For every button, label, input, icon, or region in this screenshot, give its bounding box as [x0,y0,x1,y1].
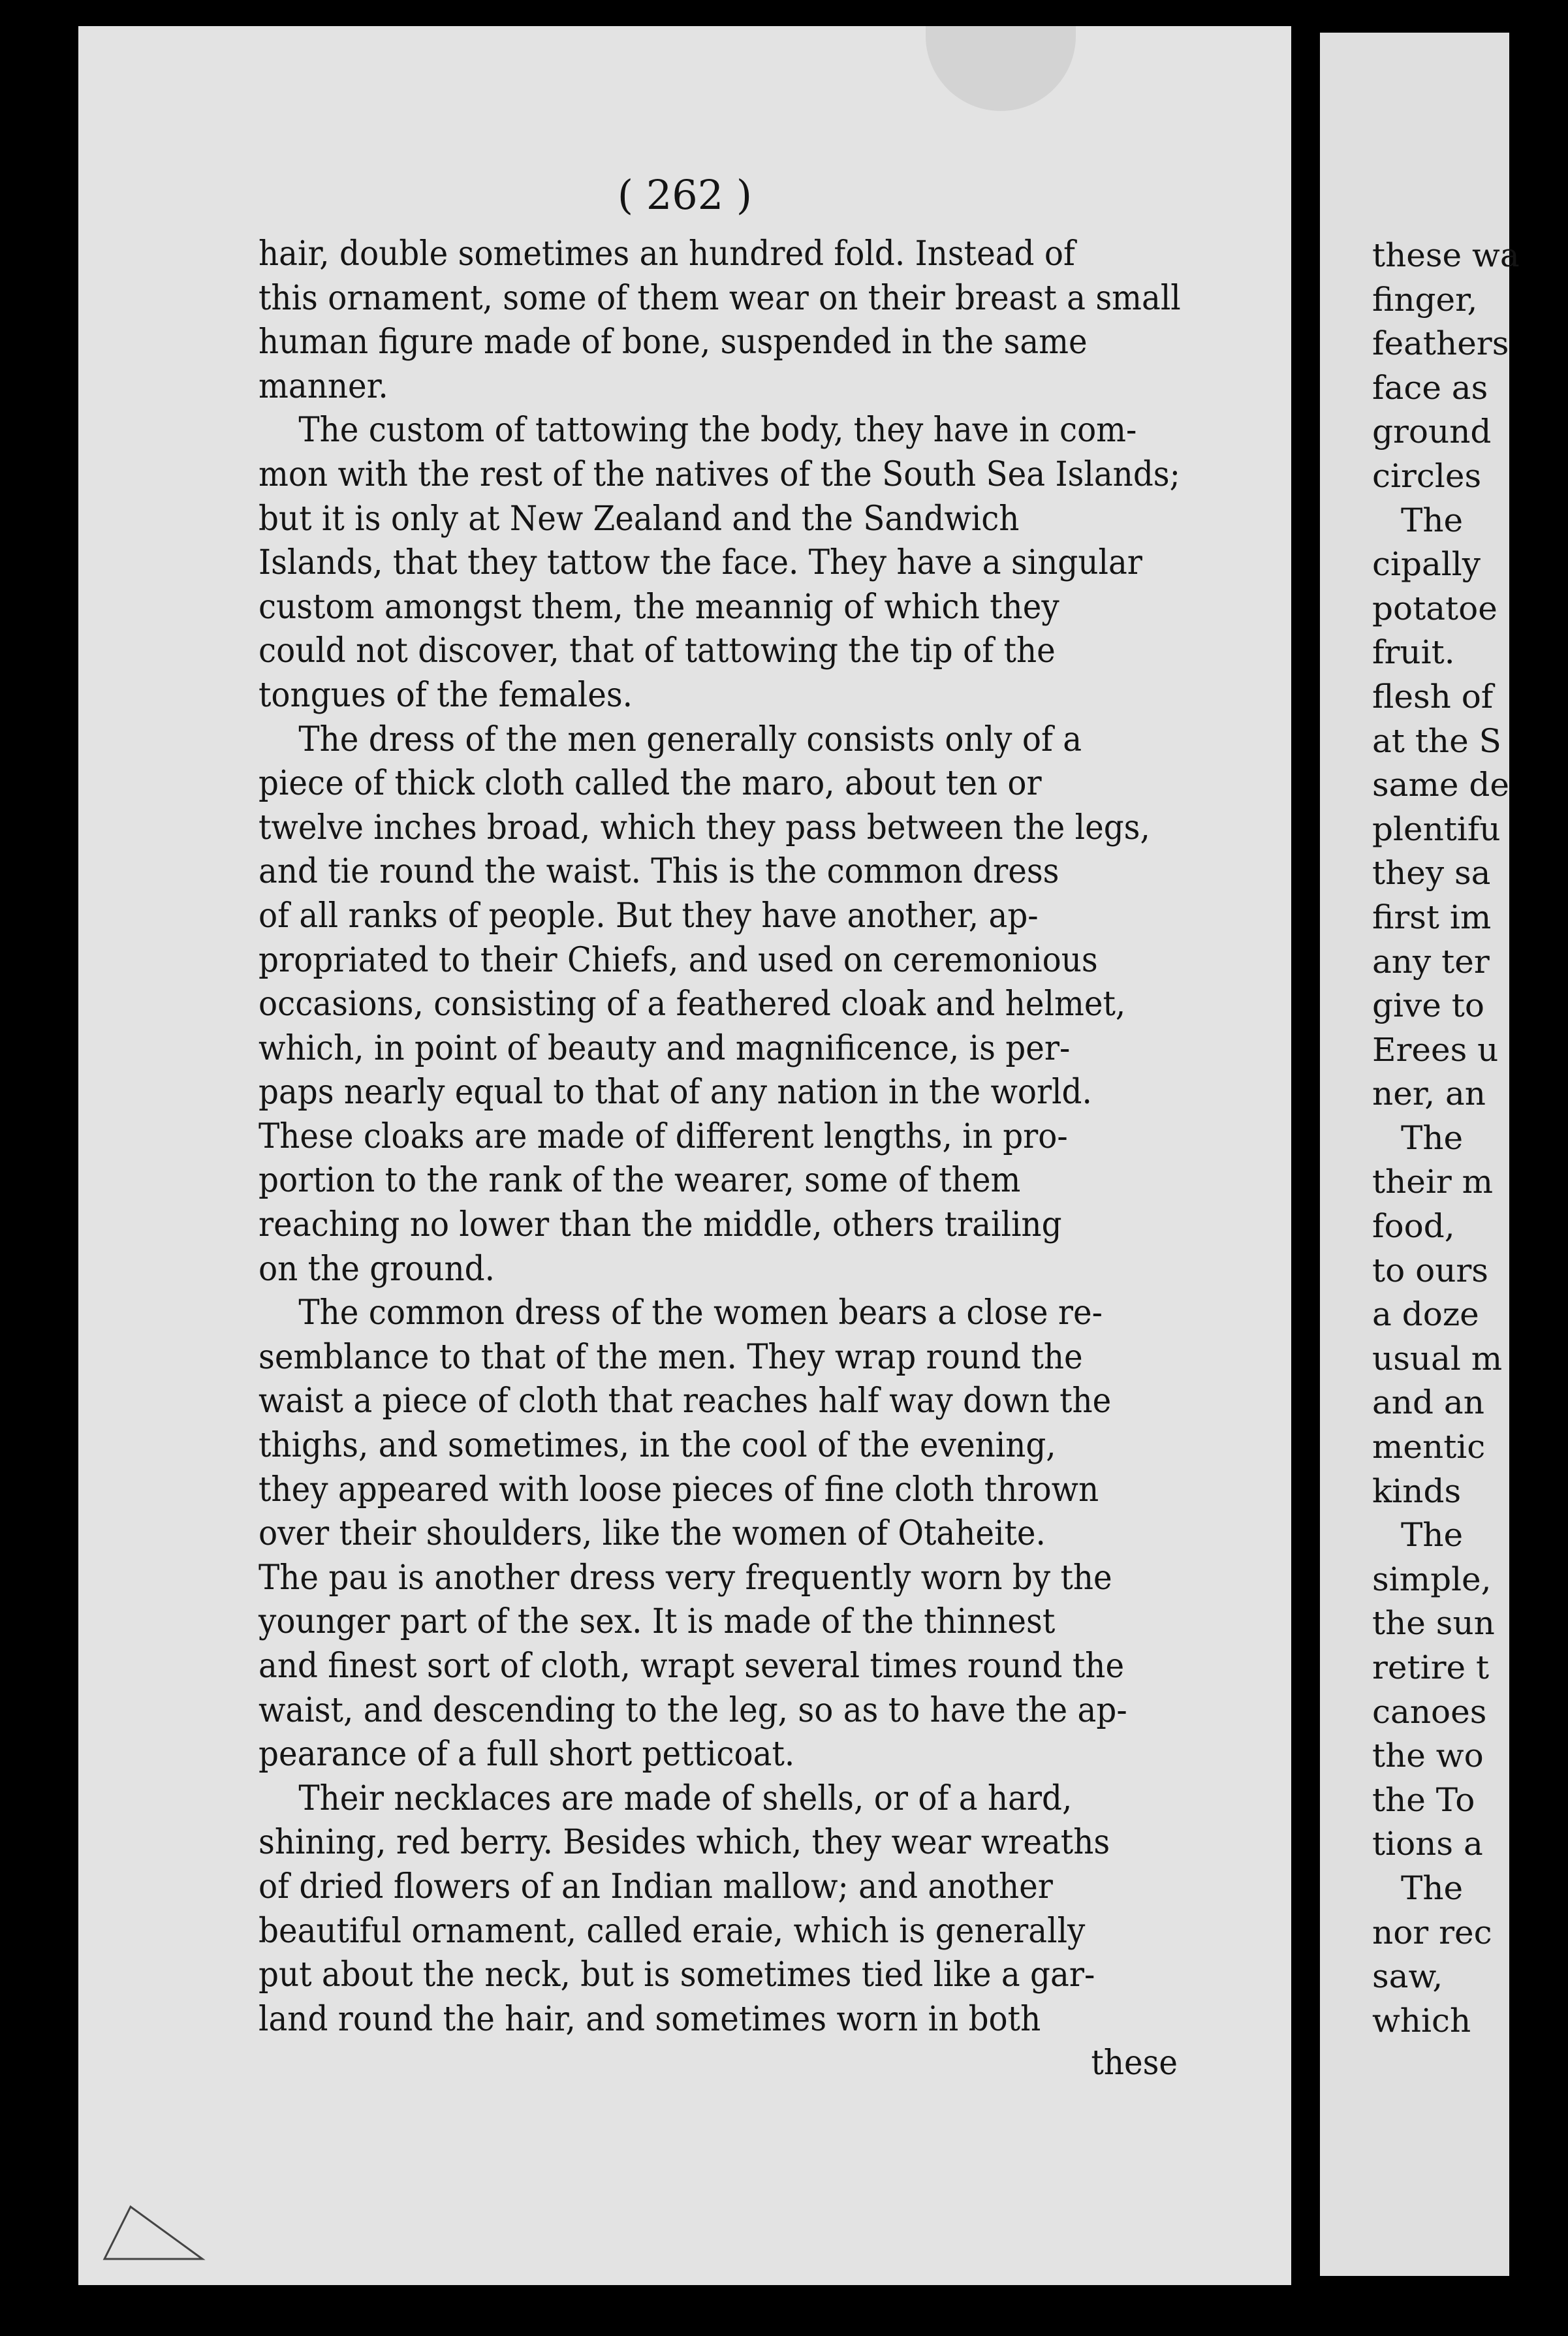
text-line: paps nearly equal to that of any nation in the world. [259,1073,1092,1113]
facing-text-line: their m [1372,1163,1494,1201]
text-line: this ornament, some of them wear on their breast a small [259,278,1181,318]
facing-text-line: usual m [1372,1339,1503,1378]
text-line: piece of thick cloth called the maro, about ten or [259,764,1042,804]
facing-text-line: The [1401,1869,1464,1907]
text-line: propriated to their Chiefs, and used on ceremonious [259,940,1098,980]
text-line: waist, and descending to the leg, so as to have the ap- [259,1690,1127,1730]
text-line: waist a piece of cloth that reaches half way down the [259,1381,1112,1421]
facing-text-line: flesh of [1372,677,1494,716]
facing-text-line: nor rec [1372,1913,1492,1951]
text-line: These cloaks are made of different lengths, in pro- [259,1116,1068,1156]
text-line: but it is only at New Zealand and the Sandwich [259,499,1020,539]
text-line: younger part of the sex. It is made of the thinnest [259,1602,1056,1642]
facing-text-line: potatoe [1372,589,1497,627]
facing-text-line: circles [1372,456,1482,495]
text-line: shining, red berry. Besides which, they wear wreaths [259,1823,1110,1863]
facing-text-line: the sun [1372,1604,1495,1643]
text-line: which, in point of beauty and magnificence, is per- [259,1028,1071,1068]
facing-text-line: the wo [1372,1737,1484,1775]
text-line: of all ranks of people. But they have another, ap- [259,896,1039,936]
facing-text-line: same de [1372,766,1509,804]
facing-text-line: kinds [1372,1472,1462,1510]
facing-text-line: finger, [1372,280,1478,319]
text-line: beautiful ornament, called eraie, which is generally [259,1911,1086,1951]
facing-text-line: plentifu [1372,810,1501,848]
facing-text-line: feathers [1372,324,1509,363]
facing-text-line: ground [1372,413,1492,451]
facing-text-line: the To [1372,1780,1475,1819]
page-smudge [926,26,1076,111]
facing-text-line: these wa [1372,236,1520,274]
facing-text-line: a doze [1372,1295,1479,1334]
facing-text-line: The [1401,501,1464,539]
facing-text-line: at the S [1372,721,1501,760]
text-line: The pau is another dress very frequently worn by the [259,1558,1112,1598]
facing-text-line: saw, [1372,1957,1443,1996]
facing-text-line: first im [1372,898,1492,936]
facing-page-text [1372,234,1568,2043]
text-line: tongues of the females. [259,675,633,715]
text-line: they appeared with loose pieces of fine cloth thrown [259,1470,1099,1509]
facing-text-line: face as [1372,368,1488,407]
facing-text-line: any ter [1372,942,1490,981]
text-line: portion to the rank of the wearer, some of them [259,1161,1021,1201]
book-page-262 [78,26,1291,2285]
body-text [259,232,1319,2086]
text-line: and finest sort of cloth, wrapt several times round the [259,1647,1125,1686]
text-line: human figure made of bone, suspended in the same [259,323,1088,362]
facing-text-line: tions a [1372,1825,1483,1863]
text-line: The custom of tattowing the body, they have in com- [298,411,1137,450]
text-line: pearance of a full short petticoat. [259,1735,795,1775]
facing-text-line: Erees u [1372,1030,1499,1069]
facing-text-line: retire t [1372,1649,1490,1686]
text-line: semblance to that of the men. They wrap round the [259,1337,1083,1377]
text-line: custom amongst them, the meannig of which they [259,587,1059,627]
text-line: Their necklaces are made of shells, or of a hard, [298,1778,1073,1818]
text-line: thighs, and sometimes, in the cool of the evening, [259,1426,1056,1466]
facing-text-line: ner, an [1372,1075,1486,1113]
text-line: put about the neck, but is sometimes tied like a gar- [259,1955,1095,1995]
facing-text-line: fruit. [1372,633,1455,672]
text-line: of dried flowers of an Indian mallow; and another [259,1867,1053,1906]
text-line: hair, double sometimes an hundred fold. Instead of [259,234,1075,274]
facing-page [1320,33,1520,2276]
facing-text-line: mentic [1372,1428,1486,1466]
page-number: ( 262 ) [617,171,753,219]
text-line: Islands, that they tattow the face. They have a singular [259,543,1142,583]
text-line: mon with the rest of the natives of the South Sea Islands; [259,454,1180,494]
text-line: twelve inches broad, which they pass between the legs, [259,808,1150,847]
facing-text-line: The [1401,1516,1464,1555]
text-line: reaching no lower than the middle, others trailing [259,1205,1062,1245]
page-fold-mark [98,2194,209,2265]
facing-text-line: which [1372,2001,1471,2040]
facing-text-line: to ours [1372,1251,1488,1289]
text-line: land round the hair, and sometimes worn in both [259,1999,1041,2039]
facing-text-line: and an [1372,1383,1484,1422]
text-line: over their shoulders, like the women of Otaheite. [259,1514,1046,1554]
text-line: could not discover, that of tattowing the tip of the [259,631,1056,671]
text-line: occasions, consisting of a feathered cloak and helmet, [259,985,1126,1024]
facing-text-line: simple, [1372,1560,1492,1598]
facing-text-line: cipally [1372,545,1481,584]
facing-text-line: give to [1372,986,1484,1025]
facing-text-line: they sa [1372,854,1491,892]
text-line: and tie round the waist. This is the common dress [259,852,1059,892]
facing-text-line: canoes [1372,1692,1487,1731]
text-line: The dress of the men generally consists only of a [298,719,1082,759]
catchword: these [1091,2044,1178,2083]
text-line: on the ground. [259,1249,495,1289]
facing-text-line: food, [1372,1207,1455,1246]
text-line: manner. [259,366,388,406]
text-line: The common dress of the women bears a close re- [298,1293,1103,1333]
facing-text-line: The [1401,1118,1464,1157]
